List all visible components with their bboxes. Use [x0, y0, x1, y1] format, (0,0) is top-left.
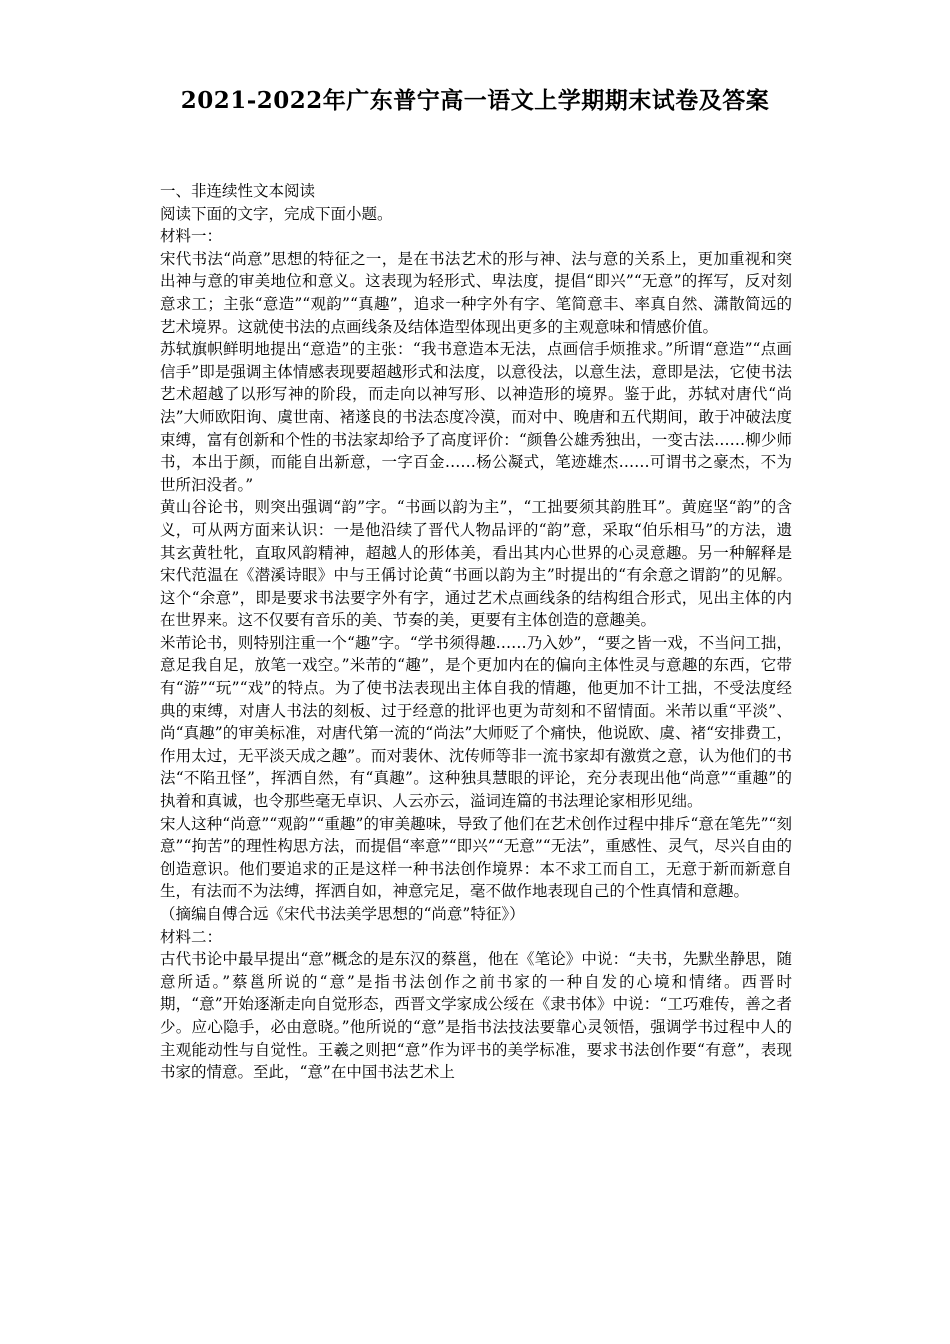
material-one-paragraph-1: 宋代书法“尚意”思想的特征之一，是在书法艺术的形与神、法与意的关系上，更加重视和突出神与意的审美地位和意义。这表现为轻形式、卑法度，提倡“即兴”“无意”的挥写，反对刻意求工；主张“意造”“观韵”“真趣”，追求一种字外有字、笔简意丰、率真自然、潇散简远的艺术境界。这就使书法的点画线条及结体造型体现出更多的主观意味和情感价值。	[160, 249, 792, 336]
material-one-paragraph-2: 苏轼旗帜鲜明地提出“意造”的主张：“我书意造本无法，点画信手烦推求。”所谓“意造”“点画信手”即是强调主体情感表现要超越形式和法度，以意役法，以意生法，意即是法，它使书法艺术超越了以形写神的阶段，而走向以神写形、以神造形的境界。鉴于此，苏轼对唐代“尚法”大师欧阳询、虞世南、褚遂良的书法态度冷漠，而对中、晚唐和五代期间，敢于冲破法度束缚，富有创新和个性的书法家却给予了高度评价：“颜鲁公雄秀独出，一变古法……柳少师书，本出于颜，而能自出新意，一字百金……杨公凝式，笔迹雄杰……可谓书之豪杰，不为世所汩没者。”	[160, 340, 792, 494]
instruction-text: 阅读下面的文字，完成下面小题。	[160, 204, 393, 223]
material-one-paragraph-4: 米芾论书，则特别注重一个“趣”字。“学书须得趣……乃入妙”，“要之皆一戏，不当问工拙，意足我自足，放笔一戏空。”米芾的“趣”，是个更加内在的偏向主体性灵与意趣的东西，它带有“游”“玩”“戏”的特点。为了使书法表现出主体自我的情趣，他更加不计工拙，不受法度经典的束缚，对唐人书法的刻板、过于经意的批评也更为苛刻和不留情面。米芾以重“平淡”、尚“真趣”的审美标准，对唐代第一流的“尚法”大师贬了个痛快，他说欧、虞、褚“安排费工，作用太过，无平淡天成之趣”。而对裴休、沈传师等非一流书家却有激赏之意，认为他们的书法“不陷丑怪”，挥洒自然，有“真趣”。这种独具慧眼的评论，充分表现出他“尚意”“重趣”的执着和真诚，也令那些毫无卓识、人云亦云，溢词连篇的书法理论家相形见绌。	[160, 633, 792, 811]
document-body	[160, 180, 792, 1084]
document-title: 2021-2022年广东普宁高一语文上学期期末试卷及答案	[180, 87, 770, 114]
material-two-paragraph-1: 古代书论中最早提出“意”概念的是东汉的蔡邕，他在《笔论》中说：“夫书，先默坐静思，随意所适。”蔡邕所说的“意”是指书法创作之前书家的一种自发的心境和情绪。西晋时期，“意”开始逐渐走向自觉形态，西晋文学家成公绥在《隶书体》中说：“工巧难传，善之者少。应心隐手，必由意晓。”他所说的“意”是指书法技法要靠心灵领悟，强调学书过程中人的主观能动性与自觉性。王羲之则把“意”作为评书的美学标准，要求书法创作要“有意”，表现书家的情意。至此，“意”在中国书法艺术上	[160, 950, 792, 1082]
material-one-source: （摘编自傅合远《宋代书法美学思想的“尚意”特征》）	[160, 905, 525, 923]
material-one-paragraph-3: 黄山谷论书，则突出强调“韵”字。“书画以韵为主”，“工拙要须其韵胜耳”。黄庭坚“韵”的含义，可从两方面来认识：一是他沿续了晋代人物品评的“韵”意，采取“伯乐相马”的方法，遗其玄黄牡牝，直取风韵精神，超越人的形体美，看出其内心世界的心灵意趣。另一种解释是宋代范温在《潜溪诗眼》中与王偁讨论黄“书画以韵为主”时提出的“有余意之谓韵”的见解。这个“余意”，即是要求书法要字外有字，通过艺术点画线条的结构组合形式，见出主体的内在世界来。这不仅要有音乐的美、节奏的美，更要有主体创造的意趣美。	[160, 498, 792, 630]
material-one-label: 材料一：	[160, 227, 223, 246]
section-heading: 一、非连续性文本阅读	[160, 182, 316, 200]
material-two-label: 材料二：	[160, 927, 223, 946]
material-one-paragraph-5: 宋人这种“尚意”“观韵”“重趣”的审美趣味，导致了他们在艺术创作过程中排斥“意在笔先”“刻意”“拘苦”的理性构思方法，而提倡“率意”“即兴”“无意”“无法”，重感性、灵气，尽兴自由的创造意识。他们要追求的正是这样一种书法创作境界：本不求工而自工，无意于新而新意自生，有法而不为法缚，挥洒自如，神意完足，毫不做作地表现自己的个性真情和意趣。	[160, 814, 792, 901]
